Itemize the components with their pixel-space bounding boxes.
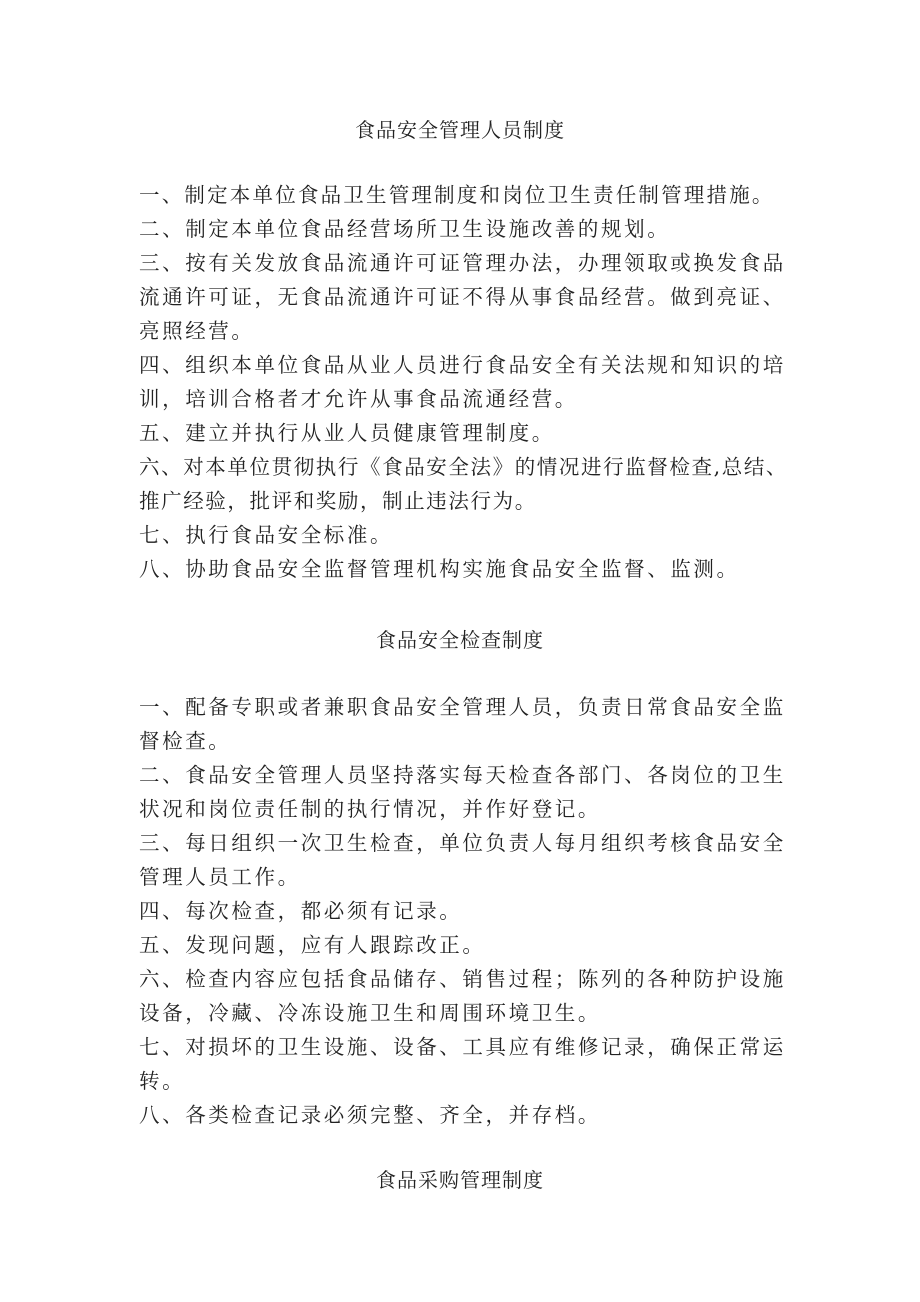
personnel-item-8: 八、协助食品安全监督管理机构实施食品安全监督、监测。 [139,557,740,581]
personnel-item-1: 一、制定本单位食品卫生管理制度和岗位卫生责任制管理措施。 [139,183,775,207]
inspection-item-3: 三、每日组织一次卫生检查，单位负责人每月组织考核食品安全管理人员工作。 [139,831,786,889]
inspection-item-7: 七、对损坏的卫生设施、设备、工具应有维修记录，确保正常运转。 [139,1035,786,1093]
inspection-item-2: 二、食品安全管理人员坚持落实每天检查各部门、各岗位的卫生状况和岗位责任制的执行情况，并作好登记。 [139,763,786,821]
section-title-personnel: 食品安全管理人员制度 [355,118,565,142]
section-title-procurement: 食品采购管理制度 [376,1168,544,1192]
inspection-item-8: 八、各类检查记录必须完整、齐全，并存档。 [139,1103,601,1127]
personnel-item-7: 七、执行食品安全标准。 [139,523,394,547]
inspection-item-6: 六、检查内容应包括食品储存、销售过程；陈列的各种防护设施设备，冷藏、冷冻设施卫生和周围环境卫生。 [139,967,786,1025]
section-title-inspection: 食品安全检查制度 [376,628,544,652]
personnel-item-4: 四、组织本单位食品从业人员进行食品安全有关法规和知识的培训，培训合格者才允许从事食品流通经营。 [139,353,786,411]
inspection-item-4: 四、每次检查，都必须有记录。 [139,899,463,923]
inspection-item-5: 五、发现问题，应有人跟踪改正。 [139,933,486,957]
personnel-item-5: 五、建立并执行从业人员健康管理制度。 [139,421,555,445]
inspection-item-1: 一、配备专职或者兼职食品安全管理人员，负责日常食品安全监督检查。 [139,695,786,753]
personnel-item-6: 六、对本单位贯彻执行《食品安全法》的情况进行监督检查,总结、推广经验，批评和奖励，制止违法行为。 [139,455,789,513]
personnel-item-3: 三、按有关发放食品流通许可证管理办法，办理领取或换发食品流通许可证，无食品流通许可证不得从事食品经营。做到亮证、亮照经营。 [139,251,786,343]
personnel-item-2: 二、制定本单位食品经营场所卫生设施改善的规划。 [139,217,671,241]
